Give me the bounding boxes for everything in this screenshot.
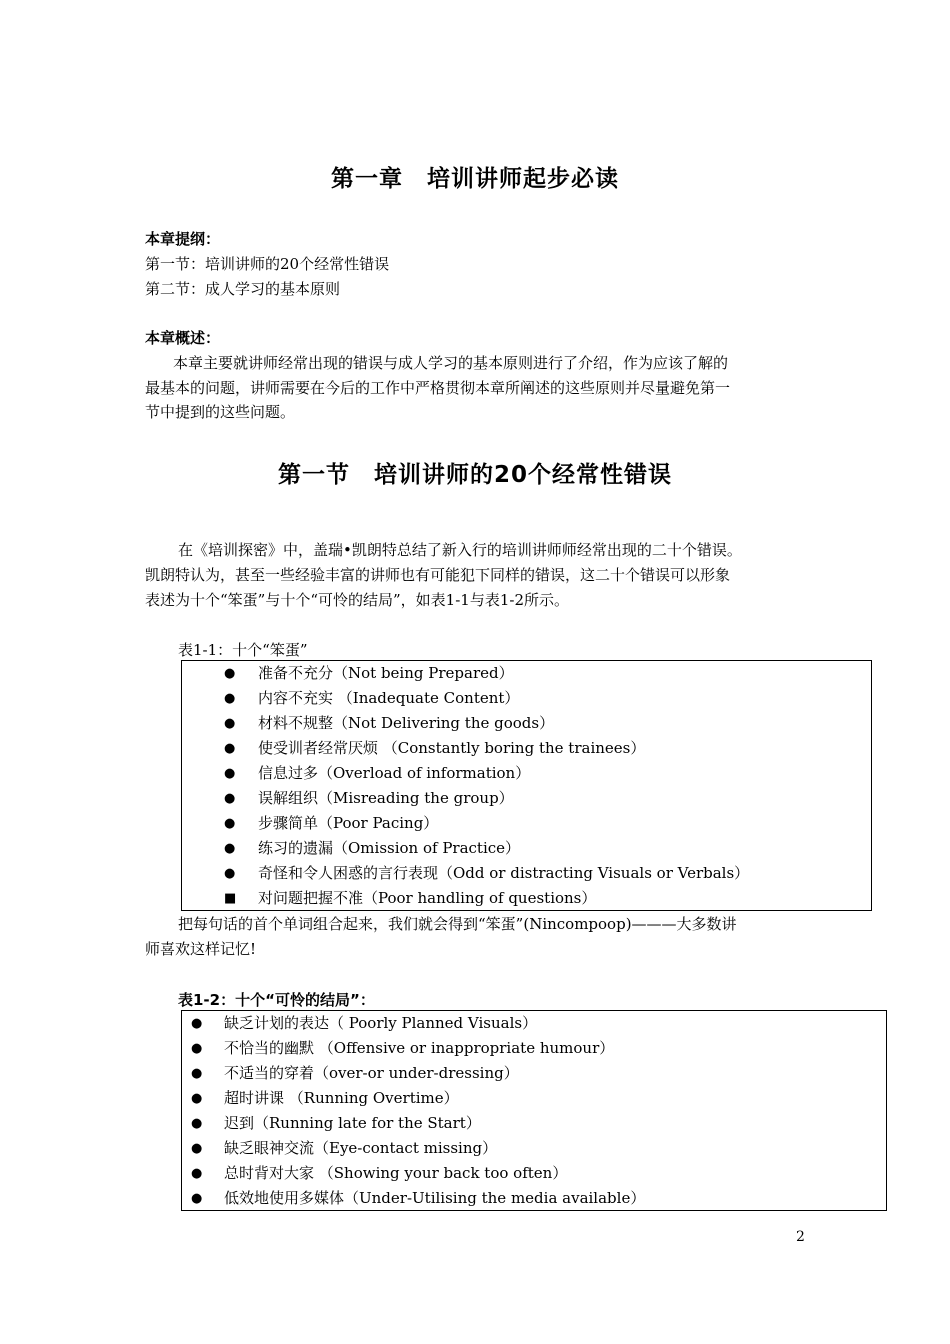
table1-item-text: 信息过多（Overload of information） — [258, 764, 531, 782]
intro-line-2: 凯朗特认为，甚至一些经验丰富的讲师也有可能犯下同样的错误，这二十个错误可以形象 — [145, 566, 731, 584]
table1-item-text: 使受训者经常厌烦 （Constantly boring the trainees） — [258, 739, 646, 757]
table2-item — [182, 1111, 886, 1136]
table1-item — [182, 686, 871, 711]
table1-item — [182, 711, 871, 736]
table1-item-text: 练习的遗漏（Omission of Practice） — [258, 839, 521, 857]
page-number: 2 — [796, 1229, 805, 1245]
bullet-icon: ● — [191, 1041, 203, 1056]
intro-line-1: 在《培训探密》中，盖瑞•凯朗特总结了新入行的培训讲师师经常出现的二十个错误。 — [178, 541, 742, 559]
table1-item — [182, 836, 871, 861]
bullet-icon: ● — [191, 1091, 203, 1106]
table1-item-text: 内容不充实 （Inadequate Content） — [258, 689, 520, 707]
bullet-icon: ● — [191, 1066, 203, 1081]
table1-item — [182, 761, 871, 786]
table2-item-text: 总时背对大家 （Showing your back too often） — [224, 1164, 568, 1182]
overview-label: 本章概述： — [145, 329, 221, 347]
table1-item-text: 材料不规整（Not Delivering the goods） — [258, 714, 555, 732]
bullet-icon: ● — [191, 1191, 203, 1206]
bullet-icon: ● — [224, 816, 236, 831]
bullet-icon: ● — [191, 1016, 203, 1031]
table1-item — [182, 786, 871, 811]
section-title: 第一节 培训讲师的20个经常性错误 — [277, 462, 672, 488]
table2-box — [181, 1010, 887, 1211]
overview-line-1: 本章主要就讲师经常出现的错误与成人学习的基本原则进行了介绍，作为应该了解的 — [173, 354, 729, 372]
outline-item-2: 第二节：成人学习的基本原则 — [145, 280, 341, 298]
bullet-icon: ● — [224, 791, 236, 806]
table1-item-text: 奇怪和令人困惑的言行表现（Odd or distracting Visuals or Verbals） — [258, 864, 750, 882]
outline-item-1: 第一节：培训讲师的20个经常性错误 — [145, 255, 390, 273]
table2-list — [182, 1011, 886, 1211]
bullet-icon: ● — [224, 766, 236, 781]
table2-caption: 表1-2：十个“可怜的结局”： — [178, 991, 375, 1009]
bullet-icon: ● — [224, 666, 236, 681]
bullet-icon: ● — [191, 1141, 203, 1156]
table1-item-text: 步骤简单（Poor Pacing） — [258, 814, 439, 832]
table2-item-text: 低效地使用多媒体（Under-Utilising the media available） — [224, 1189, 646, 1207]
bullet-icon: ● — [224, 841, 236, 856]
table2-item — [182, 1086, 886, 1111]
table1-item — [182, 861, 871, 886]
summary-line-1: 把每句话的首个单词组合起来，我们就会得到“笨蛋”(Nincompoop)———大多数讲 — [178, 915, 737, 933]
table2-item — [182, 1036, 886, 1061]
table1-item-text: 对问题把握不准（Poor handling of questions） — [258, 889, 597, 907]
table1-item — [182, 886, 871, 911]
table2-item-text: 超时讲课 （Running Overtime） — [224, 1089, 459, 1107]
table1-caption: 表1-1：十个“笨蛋” — [178, 641, 308, 659]
summary-line-2: 师喜欢这样记忆! — [145, 940, 257, 958]
chapter-title: 第一章 培训讲师起步必读 — [331, 166, 619, 192]
outline-label: 本章提纲： — [145, 230, 221, 248]
overview-line-2: 最基本的问题，讲师需要在今后的工作中严格贯彻本章所阐述的这些原则并尽量避免第一 — [145, 379, 731, 397]
bullet-icon: ● — [224, 716, 236, 731]
bullet-icon: ● — [224, 741, 236, 756]
table1-item — [182, 736, 871, 761]
table2-item — [182, 1161, 886, 1186]
bullet-icon: ● — [224, 866, 236, 881]
table1-box — [181, 660, 872, 911]
bullet-icon: ● — [224, 691, 236, 706]
table1-item-text: 误解组织（Misreading the group） — [258, 789, 514, 807]
table2-item-text: 缺乏眼神交流（Eye-contact missing） — [224, 1139, 498, 1157]
table1-item-text: 准备不充分（Not being Prepared） — [258, 664, 514, 682]
intro-line-3: 表述为十个“笨蛋”与十个“可怜的结局”，如表1-1与表1-2所示。 — [145, 591, 569, 609]
table1-item — [182, 661, 871, 686]
square-bullet-icon: ■ — [224, 891, 237, 906]
table2-item — [182, 1011, 886, 1036]
table2-item — [182, 1061, 886, 1086]
table2-item-text: 不恰当的幽默 （Offensive or inappropriate humour） — [224, 1039, 615, 1057]
bullet-icon: ● — [191, 1116, 203, 1131]
table2-item-text: 不适当的穿着（over-or under-dressing） — [224, 1064, 519, 1082]
table2-item — [182, 1136, 886, 1161]
table2-item-text: 迟到（Running late for the Start） — [224, 1114, 481, 1132]
bullet-icon: ● — [191, 1166, 203, 1181]
table1-item — [182, 811, 871, 836]
table2-item — [182, 1186, 886, 1211]
table2-item-text: 缺乏计划的表达（ Poorly Planned Visuals） — [224, 1014, 538, 1032]
overview-line-3: 节中提到的这些问题。 — [145, 403, 296, 421]
table1-list — [182, 661, 871, 911]
